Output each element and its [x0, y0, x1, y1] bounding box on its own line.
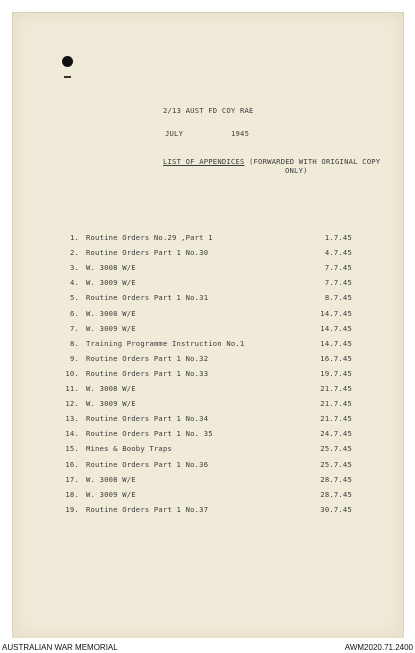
item-description: Routine Orders Part 1 No.34: [86, 414, 209, 424]
item-description: W. 3009 W/E: [86, 278, 136, 288]
item-date: 28.7.45: [320, 489, 352, 499]
punch-hole-mark: [64, 76, 71, 78]
item-date: 14.7.45: [320, 323, 352, 333]
item-description: Routine Orders Part 1 No.36: [86, 459, 209, 469]
item-date: 7.7.45: [324, 263, 352, 273]
item-number: 7.: [69, 323, 79, 333]
document-page: [12, 12, 404, 639]
item-date: 25.7.45: [320, 459, 352, 469]
item-description: W. 3009 W/E: [86, 489, 136, 499]
item-number: 2.: [69, 248, 79, 258]
item-number: 4.: [69, 278, 79, 288]
item-number: 8.: [69, 338, 79, 348]
item-description: Routine Orders Part 1 No.31: [86, 293, 209, 303]
item-number: 17.: [65, 474, 79, 484]
item-description: W. 3009 W/E: [86, 323, 136, 333]
item-number: 11.: [65, 384, 79, 393]
item-date: 19.7.45: [320, 368, 352, 378]
item-date: 24.7.45: [320, 429, 352, 439]
item-date: 7.7.45: [324, 278, 352, 288]
item-number: 9.: [69, 353, 79, 363]
item-number: 12.: [65, 399, 79, 409]
item-number: 16.: [65, 459, 79, 469]
item-date: 25.7.45: [320, 444, 352, 454]
item-description: W. 3008 W/E: [86, 263, 136, 273]
item-description: Mines & Booby Traps: [86, 444, 173, 454]
item-description: W. 3008 W/E: [86, 384, 136, 393]
item-number: 10.: [65, 368, 79, 378]
list-title: LIST OF APPENDICES: [163, 157, 245, 166]
item-description: Routine Orders No.29 ,Part 1: [86, 233, 213, 242]
punch-hole: [62, 56, 73, 67]
item-date: 14.7.45: [320, 308, 352, 318]
note-line-1: (FORWARDED WITH ORIGINAL COPY: [249, 157, 381, 166]
item-date: 1.7.45: [324, 233, 352, 242]
item-number: 3.: [69, 263, 79, 273]
item-description: W. 3008 W/E: [86, 474, 136, 484]
item-description: Routine Orders Part 1 No.33: [86, 368, 209, 378]
footer-right: AWM2020.71.2400: [344, 643, 413, 652]
month-label: JULY: [165, 129, 184, 138]
item-date: 14.7.45: [320, 338, 352, 348]
item-description: Routine Orders Part 1 No.37: [86, 504, 209, 514]
item-date: 21.7.45: [320, 414, 352, 424]
item-date: 30.7.45: [320, 504, 352, 514]
item-number: 13.: [65, 414, 79, 424]
year-label: 1945: [231, 129, 250, 138]
item-description: Routine Orders Part 1 No.30: [86, 248, 209, 258]
item-description: Routine Orders Part 1 No.32: [86, 353, 209, 363]
item-number: 1.: [69, 233, 79, 242]
item-number: 14.: [65, 429, 79, 439]
item-date: 4.7.45: [324, 248, 352, 258]
item-number: 6.: [69, 308, 79, 318]
unit-heading: 2/13 AUST FD COY RAE: [163, 106, 254, 115]
item-date: 28.7.45: [320, 474, 352, 484]
item-number: 15.: [65, 444, 79, 454]
item-number: 18.: [65, 489, 79, 499]
item-description: W. 3009 W/E: [86, 399, 136, 409]
item-date: 16.7.45: [320, 353, 352, 363]
item-description: W. 3008 W/E: [86, 308, 136, 318]
item-date: 21.7.45: [320, 384, 352, 393]
item-description: Training Programme Instruction No.1: [86, 338, 245, 348]
item-date: 8.7.45: [324, 293, 352, 303]
footer: [0, 638, 415, 653]
item-date: 21.7.45: [320, 399, 352, 409]
item-description: Routine Orders Part 1 No. 35: [86, 429, 213, 439]
note-line-2: ONLY): [285, 166, 308, 175]
footer-left: AUSTRALIAN WAR MEMORIAL: [2, 643, 118, 652]
item-number: 19.: [65, 504, 79, 514]
item-number: 5.: [69, 293, 79, 303]
